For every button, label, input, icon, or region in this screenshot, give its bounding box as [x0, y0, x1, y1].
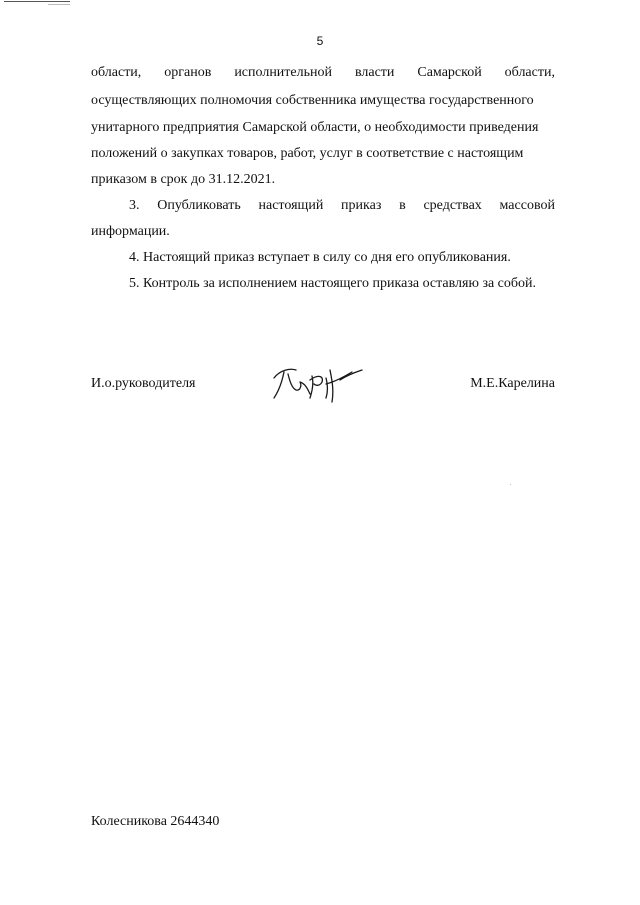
word: приказ: [341, 198, 382, 213]
text-line-4: положений о закупках товаров, работ, услуг в соответствие с настоящим: [91, 146, 524, 161]
word: органов: [164, 65, 212, 80]
text-line-6: [129, 197, 555, 215]
scan-corner-mark: [4, 1, 70, 2]
word: настоящий: [258, 198, 324, 213]
word: области,: [504, 65, 555, 80]
word: Самарской: [417, 65, 482, 80]
text-line-8: 4. Настоящий приказ вступает в силу со дня его опубликования.: [129, 250, 511, 265]
handwritten-signature: [266, 360, 366, 404]
signatory-title: И.о.руководителя: [91, 376, 196, 391]
word: средствах: [423, 198, 482, 213]
text-line-9: 5. Контроль за исполнением настоящего приказа оставляю за собой.: [129, 276, 537, 291]
signatory-name: М.Е.Карелина: [470, 376, 555, 391]
text-line-2: осуществляющих полномочия собственника имущества государственного: [91, 93, 534, 108]
text-line-3: унитарного предприятия Самарской области, о необходимости приведения: [91, 120, 539, 135]
word: 3.: [129, 198, 140, 213]
footer-contact: Колесникова 2644340: [91, 814, 220, 829]
word: области,: [91, 65, 142, 80]
word: исполнительной: [234, 65, 332, 80]
page-number: 5: [316, 34, 324, 48]
text-line-7: информации.: [91, 224, 170, 239]
word: Опубликовать: [157, 198, 241, 213]
text-line-5: приказом в срок до 31.12.2021.: [91, 172, 276, 187]
word: власти: [354, 65, 395, 80]
word: в: [399, 198, 406, 213]
text-line-1: [91, 64, 555, 82]
word: массовой: [499, 198, 555, 213]
signature-block: [91, 370, 555, 404]
scan-speck: [510, 484, 511, 485]
